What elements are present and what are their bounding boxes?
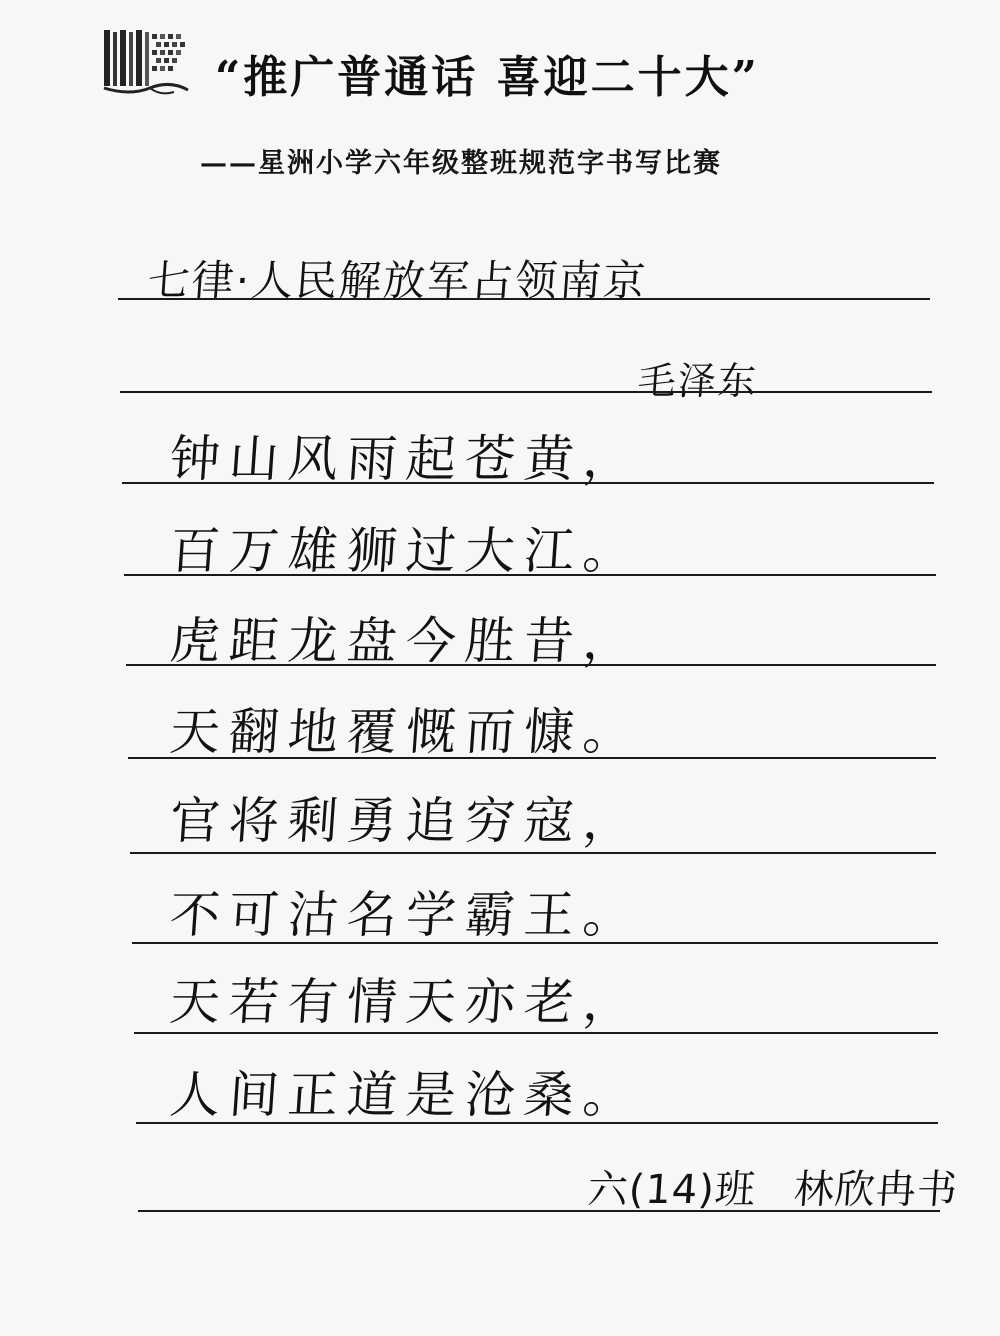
poem-line: 天若有情天亦老， xyxy=(167,973,645,1031)
ruled-line xyxy=(124,574,936,576)
book-pages-icon xyxy=(100,26,194,98)
writer-name: 林欣冉书 xyxy=(792,1167,960,1213)
ruled-line xyxy=(120,391,932,393)
poem-line: 人间正道是沧桑。 xyxy=(167,1066,645,1124)
ruled-line xyxy=(134,1032,938,1034)
poem-author: 毛泽东 xyxy=(636,359,760,403)
ruled-line xyxy=(122,482,934,484)
poem-title: 七律·人民解放军占领南京 xyxy=(146,256,649,305)
poem-line: 钟山风雨起苍黄， xyxy=(167,430,645,488)
class-name: 六(14)班 xyxy=(586,1167,758,1213)
poem-line: 虎距龙盘今胜昔， xyxy=(167,612,645,670)
ruled-line xyxy=(118,298,930,300)
ruled-line xyxy=(138,1210,940,1212)
contest-title: “推广普通话 喜迎二十大” xyxy=(215,52,760,103)
poem-line: 官将剩勇追穷寇， xyxy=(167,792,645,850)
ruled-line xyxy=(136,1122,938,1124)
poem-line: 不可沽名学霸王。 xyxy=(167,886,645,944)
poem-line: 天翻地覆慨而慷。 xyxy=(167,703,645,761)
signature xyxy=(586,1158,960,1215)
ruled-line xyxy=(128,757,936,759)
ruled-line xyxy=(126,664,936,666)
ruled-line xyxy=(130,852,936,854)
ruled-line xyxy=(132,942,938,944)
contest-subtitle: ——星洲小学六年级整班规范字书写比赛 xyxy=(200,148,722,179)
poem-line: 百万雄狮过大江。 xyxy=(167,522,645,580)
